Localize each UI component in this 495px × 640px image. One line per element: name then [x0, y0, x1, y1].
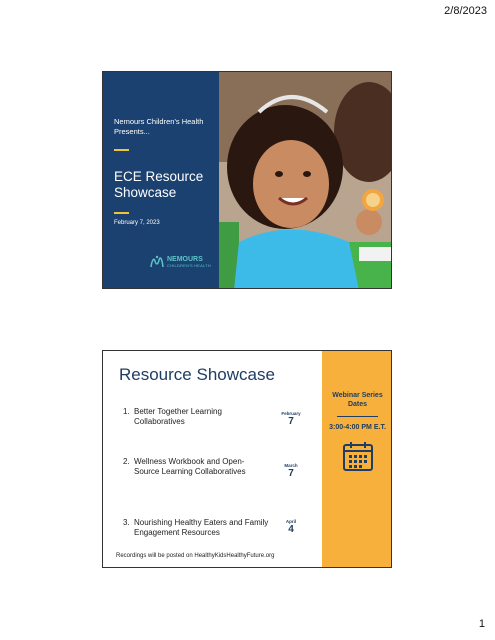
- agenda-title: Resource Showcase: [119, 365, 275, 384]
- presents-text: Nemours Children's Health Presents...: [114, 117, 204, 136]
- session-day: 7: [288, 468, 294, 479]
- title-slide: [102, 71, 392, 289]
- slide-date: February 7, 2023: [114, 220, 160, 226]
- agenda-slide: [102, 350, 392, 568]
- list-item: [123, 457, 249, 477]
- divider: [337, 416, 378, 417]
- session-day: 7: [288, 416, 294, 427]
- list-item: [123, 407, 252, 427]
- slide-title: ECE Resource Showcase: [114, 169, 204, 200]
- nemours-logo-icon: [150, 255, 164, 268]
- webinar-time: 3:00-4:00 PM E.T.: [329, 424, 386, 431]
- logo-subtitle: CHILDREN'S HEALTH: [167, 262, 211, 268]
- recordings-note: Recordings will be posted on HealthyKidsHealthyFuture.org: [116, 553, 275, 559]
- session-date: [271, 411, 311, 427]
- session-month: April: [285, 519, 297, 524]
- session-date: [271, 463, 311, 479]
- nemours-logo: [150, 255, 211, 268]
- item-number: 1.: [123, 407, 130, 416]
- page-number: 1: [478, 618, 485, 630]
- item-number: 3.: [123, 518, 130, 527]
- session-date: [271, 519, 311, 535]
- logo-name: NEMOURS: [167, 255, 203, 263]
- session-day: 4: [288, 524, 294, 535]
- accent-bar: [114, 149, 129, 151]
- calendar-icon: [342, 440, 374, 472]
- item-text: Nourishing Healthy Eaters and Family Engagement Resources: [134, 518, 269, 537]
- session-month: February: [281, 411, 301, 416]
- child-photo: [219, 72, 392, 289]
- item-number: 2.: [123, 457, 130, 466]
- accent-bar: [114, 212, 129, 214]
- print-date: 2/8/2023: [444, 5, 487, 17]
- item-text: Wellness Workbook and Open-Source Learning Collaboratives: [134, 457, 246, 476]
- item-text: Better Together Learning Collaboratives: [134, 407, 222, 426]
- session-month: March: [284, 463, 298, 468]
- webinar-label: Webinar Series Dates: [332, 392, 383, 408]
- list-item: [123, 518, 276, 538]
